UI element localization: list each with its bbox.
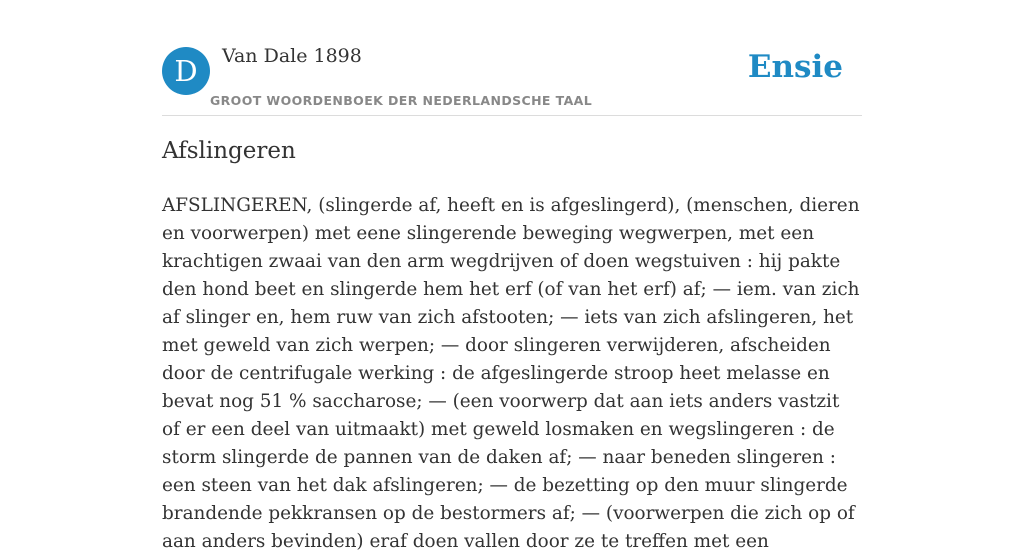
dictionary-logo[interactable]: D [162,47,210,95]
entry-title: Afslingeren [162,138,296,164]
dictionary-subtitle: GROOT WOORDENBOEK DER NEDERLANDSCHE TAAL [210,93,593,108]
dictionary-title[interactable]: Van Dale 1898 [222,45,362,67]
dictionary-header [162,0,862,116]
brand-logo[interactable]: Ensie [747,49,843,85]
entry-definition: AFSLINGEREN, (slingerde af, heeft en is afgeslingerd), (menschen, dieren en voorwerpen) met eene slingerende beweging wegwerpen, met een krachtigen zwaai van den arm wegdrijven of doen wegstuiven : hij pakte den hond beet en slingerde hem het erf (of van het erf) af; — iem. van zich af slinger en, hem ruw van zich afstooten; — iets van zich afslingeren, het met geweld van zich werpen; — door slingeren verwijderen, afscheiden door de centrifugale werking : de afgeslingerde stroop heet melasse en bevat nog 51 % saccharose; — (een voorwerp dat aan iets anders vastzit of er een deel van uitmaakt) met geweld losmaken en wegslingeren : de storm slingerde de pannen van de daken af; — naar beneden slingeren : een steen van het dak afslingeren; — de bezetting op den muur slingerde brandende pekkransen op de bestormers af; — (voorwerpen die zich op of aan anders bevinden) eraf doen vallen door ze te treffen met een [162,195,860,552]
